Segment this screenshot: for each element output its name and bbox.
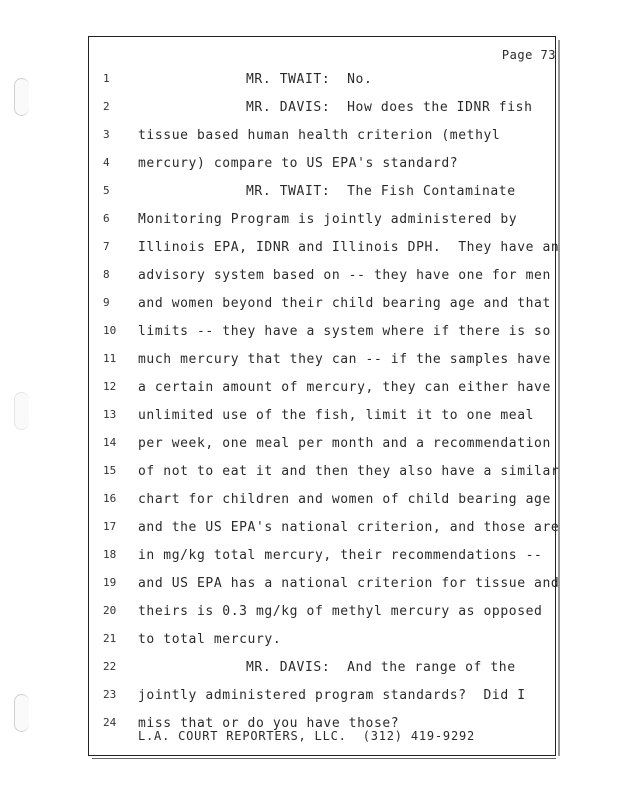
- line-number: 13: [103, 408, 117, 421]
- line-number: 2: [103, 100, 110, 113]
- line-text: and US EPA has a national criterion for tissue and: [138, 576, 560, 591]
- line-number: 6: [103, 212, 110, 225]
- line-text: per week, one meal per month and a recommendation: [138, 436, 551, 451]
- line-text: MR. TWAIT: The Fish Contaminate: [246, 184, 516, 199]
- transcript-line: [0, 436, 618, 454]
- line-number: 9: [103, 296, 110, 309]
- transcript-line: [0, 660, 618, 678]
- transcript-line: [0, 492, 618, 510]
- line-text: MR. DAVIS: And the range of the: [246, 660, 516, 675]
- transcript-line: [0, 100, 618, 118]
- page-number: Page 73: [501, 48, 556, 62]
- line-text: Monitoring Program is jointly administered by: [138, 212, 518, 227]
- transcript-line: [0, 576, 618, 594]
- line-text: MR. DAVIS: How does the IDNR fish: [246, 100, 533, 115]
- line-number: 17: [103, 520, 117, 533]
- line-number: 10: [103, 324, 117, 337]
- transcript-line: [0, 268, 618, 286]
- line-text: advisory system based on -- they have one for men: [138, 268, 551, 283]
- line-text: MR. TWAIT: No.: [246, 72, 373, 87]
- transcript-line: [0, 156, 618, 174]
- transcript-line: [0, 352, 618, 370]
- transcript-line: [0, 548, 618, 566]
- court-reporter-footer: L.A. COURT REPORTERS, LLC. (312) 419-9292: [138, 729, 476, 743]
- line-text: chart for children and women of child bearing age: [138, 492, 551, 507]
- transcript-line: [0, 688, 618, 706]
- line-text: a certain amount of mercury, they can either have: [138, 380, 551, 395]
- transcript-line: [0, 380, 618, 398]
- transcript-line: [0, 128, 618, 146]
- line-text: tissue based human health criterion (methyl: [138, 128, 501, 143]
- line-number: 14: [103, 436, 117, 449]
- transcript-line: [0, 296, 618, 314]
- frame-bottom-shadow: [92, 758, 556, 759]
- line-text: theirs is 0.3 mg/kg of methyl mercury as opposed: [138, 604, 543, 619]
- line-text: of not to eat it and then they also have a similar: [138, 464, 560, 479]
- transcript-line: [0, 72, 618, 90]
- line-number: 22: [103, 660, 117, 673]
- transcript-line: [0, 464, 618, 482]
- line-number: 7: [103, 240, 110, 253]
- line-number: 4: [103, 156, 110, 169]
- line-number: 18: [103, 548, 117, 561]
- line-number: 12: [103, 380, 117, 393]
- line-number: 11: [103, 352, 117, 365]
- line-number: 21: [103, 632, 117, 645]
- line-number: 8: [103, 268, 110, 281]
- line-text: and the US EPA's national criterion, and those are: [138, 520, 560, 535]
- transcript-line: [0, 604, 618, 622]
- line-number: 16: [103, 492, 117, 505]
- transcript-line: [0, 408, 618, 426]
- transcript-line: [0, 212, 618, 230]
- line-number: 24: [103, 716, 117, 729]
- line-number: 19: [103, 576, 117, 589]
- line-text: Illinois EPA, IDNR and Illinois DPH. They have an: [138, 240, 560, 255]
- line-text: miss that or do you have those?: [138, 716, 400, 731]
- transcript-line: [0, 632, 618, 650]
- line-number: 5: [103, 184, 110, 197]
- transcript-line: [0, 240, 618, 258]
- line-number: 1: [103, 72, 110, 85]
- line-number: 3: [103, 128, 110, 141]
- transcript-line: [0, 184, 618, 202]
- line-text: jointly administered program standards? Did I: [138, 688, 526, 703]
- line-text: and women beyond their child bearing age and that: [138, 296, 551, 311]
- line-text: limits -- they have a system where if there is so: [138, 324, 551, 339]
- transcript-line: [0, 324, 618, 342]
- line-number: 23: [103, 688, 117, 701]
- line-text: unlimited use of the fish, limit it to one meal: [138, 408, 535, 423]
- line-text: in mg/kg total mercury, their recommendations --: [138, 548, 543, 563]
- transcript-line: [0, 520, 618, 538]
- line-number: 15: [103, 464, 117, 477]
- line-text: mercury) compare to US EPA's standard?: [138, 156, 459, 171]
- line-number: 20: [103, 604, 117, 617]
- line-text: much mercury that they can -- if the samples have: [138, 352, 551, 367]
- line-text: to total mercury.: [138, 632, 282, 647]
